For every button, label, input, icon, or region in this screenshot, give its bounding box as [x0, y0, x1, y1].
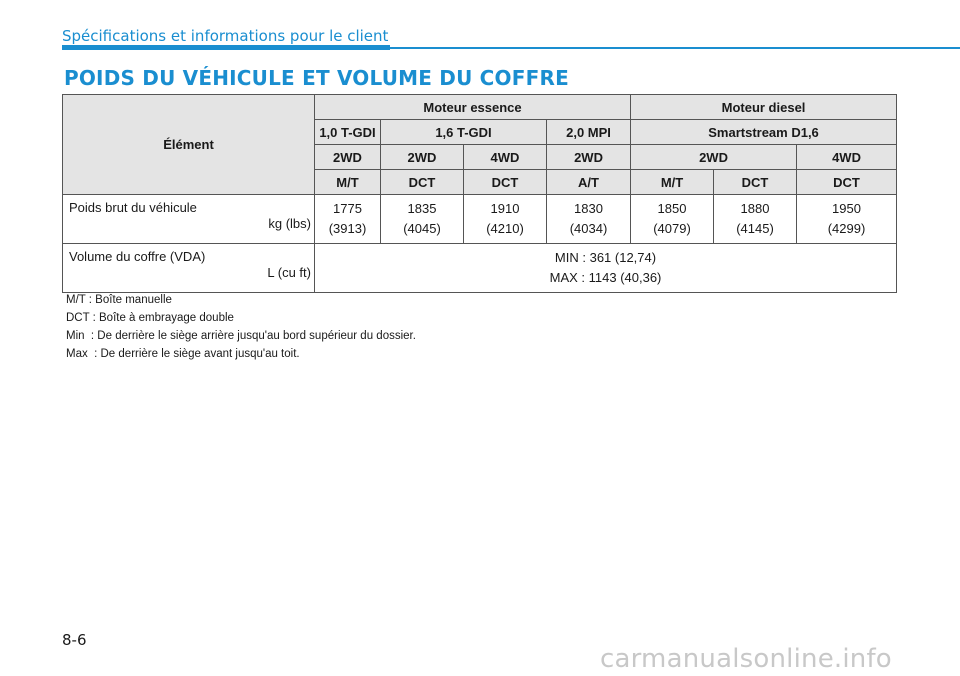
- weight-kg: 1775: [333, 201, 362, 216]
- weight-lbs: (4079): [653, 221, 691, 236]
- row-label-weight: [63, 195, 315, 244]
- row-label-volume: [63, 244, 315, 293]
- transmission-header: M/T: [315, 170, 381, 195]
- header-bar: [62, 45, 390, 50]
- weight-cell: [315, 195, 381, 244]
- transmission-header: DCT: [381, 170, 464, 195]
- watermark: carmanualsonline.info: [600, 644, 892, 674]
- weight-cell: [464, 195, 547, 244]
- group-header-diesel: Moteur diesel: [631, 95, 897, 120]
- page-title: POIDS DU VÉHICULE ET VOLUME DU COFFRE: [64, 66, 569, 90]
- weight-lbs: (4034): [569, 221, 608, 236]
- table-row-volume: [63, 244, 897, 293]
- table-row-weight: [63, 195, 897, 244]
- group-header-petrol: Moteur essence: [315, 95, 631, 120]
- footnote: M/T : Boîte manuelle: [66, 294, 172, 306]
- weight-kg: 1830: [574, 201, 603, 216]
- transmission-header: DCT: [797, 170, 897, 195]
- weight-lbs: (4210): [486, 221, 524, 236]
- footnote: Max : De derrière le siège avant jusqu'au toit.: [66, 348, 300, 360]
- transmission-header: M/T: [631, 170, 714, 195]
- engine-header: Smartstream D1,6: [631, 120, 897, 145]
- volume-label: Volume du coffre (VDA): [69, 249, 206, 264]
- volume-max: MAX : 1143 (40,36): [549, 270, 662, 285]
- weight-cell: [714, 195, 797, 244]
- engine-header: 1,6 T-GDI: [381, 120, 547, 145]
- spec-table: [62, 94, 897, 293]
- engine-header: 2,0 MPI: [547, 120, 631, 145]
- volume-min: MIN : 361 (12,74): [554, 250, 657, 265]
- footnote: Min : De derrière le siège arrière jusqu'au bord supérieur du dossier.: [66, 330, 416, 342]
- weight-cell: [547, 195, 631, 244]
- header-line: [390, 47, 960, 49]
- weight-cell: [631, 195, 714, 244]
- drive-header: 2WD: [381, 145, 464, 170]
- weight-lbs: (4299): [827, 221, 866, 236]
- volume-cell: [315, 244, 897, 293]
- engine-header: 1,0 T-GDI: [315, 120, 381, 145]
- transmission-header: A/T: [547, 170, 631, 195]
- weight-cell: [797, 195, 897, 244]
- transmission-header: DCT: [464, 170, 547, 195]
- page-number: 8-6: [62, 631, 87, 649]
- weight-cell: [381, 195, 464, 244]
- footnotes: [66, 291, 416, 363]
- footnote: DCT : Boîte à embrayage double: [66, 312, 234, 324]
- element-header: Élément: [63, 95, 315, 195]
- transmission-header: DCT: [714, 170, 797, 195]
- weight-label: Poids brut du véhicule: [69, 200, 197, 215]
- weight-lbs: (4145): [736, 221, 774, 236]
- weight-lbs: (4045): [403, 221, 441, 236]
- drive-header: 2WD: [631, 145, 797, 170]
- weight-kg: 1880: [740, 201, 770, 216]
- drive-header: 4WD: [464, 145, 547, 170]
- drive-header: 2WD: [315, 145, 381, 170]
- weight-lbs: (3913): [328, 221, 367, 236]
- weight-kg: 1835: [407, 201, 437, 216]
- weight-kg: 1950: [832, 201, 861, 216]
- volume-unit: L (cu ft): [267, 265, 311, 280]
- drive-header: 2WD: [547, 145, 631, 170]
- section-header: Spécifications et informations pour le client: [62, 27, 389, 45]
- drive-header: 4WD: [797, 145, 897, 170]
- weight-unit: kg (lbs): [268, 216, 311, 231]
- weight-kg: 1850: [657, 201, 687, 216]
- weight-kg: 1910: [490, 201, 520, 216]
